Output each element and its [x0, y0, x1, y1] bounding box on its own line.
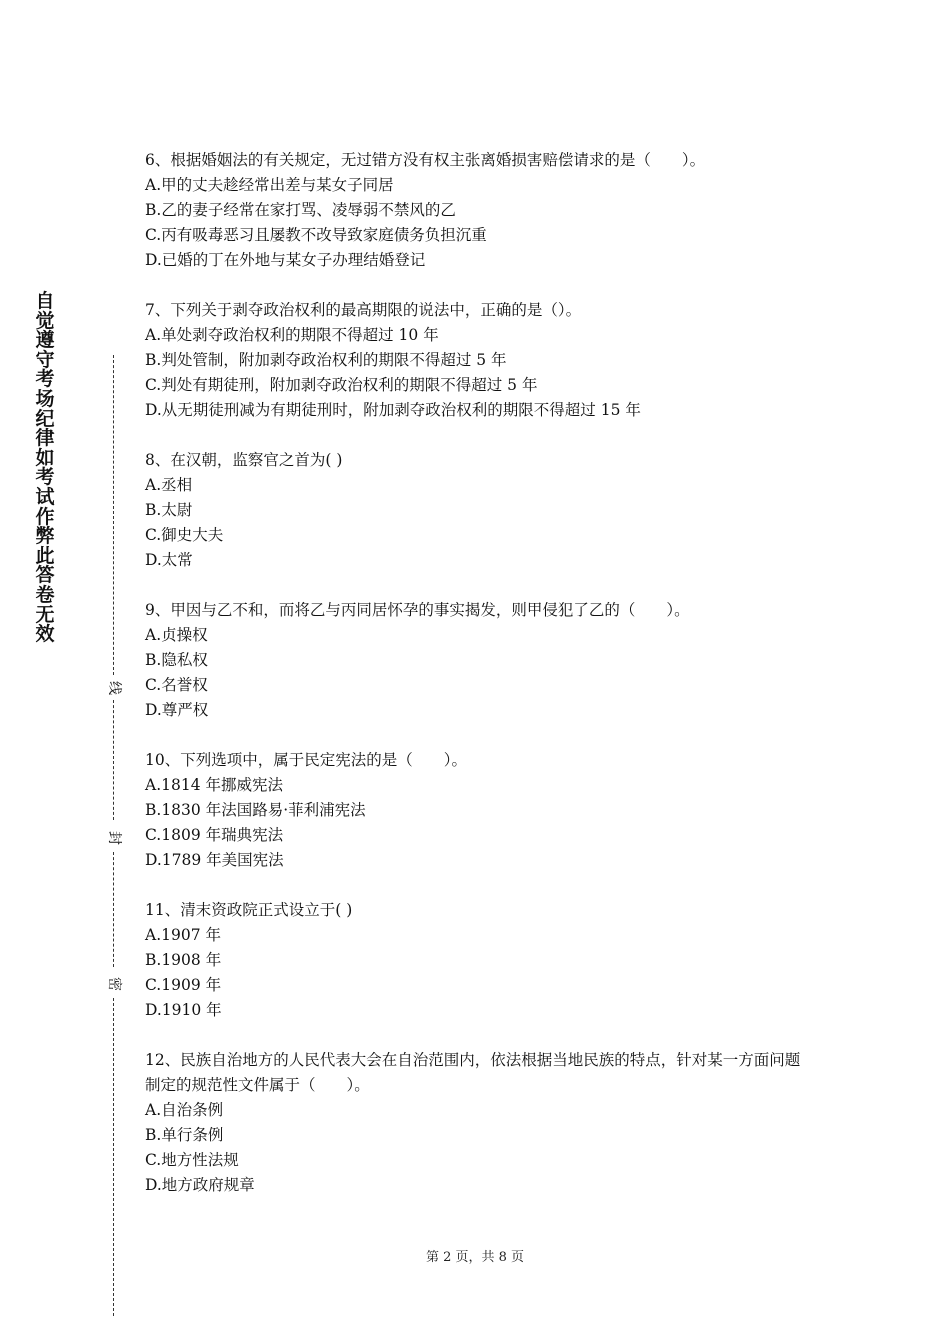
question-stem: 12、民族自治地方的人民代表大会在自治范围内，依法根据当地民族的特点，针对某一方面问题制定的规范性文件属于（ ）。	[145, 1051, 801, 1094]
option-d: D.从无期徒刑减为有期徒刑时，附加剥夺政治权利的期限不得超过 15 年	[145, 401, 641, 419]
option-c: C.名誉权	[145, 676, 208, 694]
option-a: A.贞操权	[145, 626, 208, 644]
option-d: D.地方政府规章	[145, 1176, 255, 1194]
option-a: A.甲的丈夫趁经常出差与某女子同居	[145, 176, 394, 194]
question-11	[145, 898, 825, 1023]
option-b: B.单行条例	[145, 1126, 224, 1144]
option-c: C.1909 年	[145, 976, 222, 994]
option-b: B.1908 年	[145, 951, 222, 969]
option-b: B.判处管制，附加剥夺政治权利的期限不得超过 5 年	[145, 351, 507, 369]
question-list	[145, 148, 825, 1223]
option-c: C.丙有吸毒恶习且屡教不改导致家庭债务负担沉重	[145, 226, 487, 244]
question-8	[145, 448, 825, 573]
option-a: A.1907 年	[145, 926, 221, 944]
option-a: A.自治条例	[145, 1101, 224, 1119]
question-6	[145, 148, 825, 273]
question-stem: 11、清末资政院正式设立于( )	[145, 901, 353, 919]
option-b: B.1830 年法国路易·菲利浦宪法	[145, 801, 366, 819]
option-d: D.1910 年	[145, 1001, 222, 1019]
option-d: D.太常	[145, 551, 193, 569]
option-c: C.判处有期徒刑，附加剥夺政治权利的期限不得超过 5 年	[145, 376, 538, 394]
option-b: B.乙的妻子经常在家打骂、凌辱弱不禁风的乙	[145, 201, 456, 219]
option-c: C.御史大夫	[145, 526, 224, 544]
seal-mark-xian: 线	[102, 678, 126, 698]
option-d: D.尊严权	[145, 701, 209, 719]
option-a: A.1814 年挪威宪法	[145, 776, 283, 794]
option-a: A.丞相	[145, 476, 193, 494]
seal-line-segment	[113, 700, 114, 820]
seal-mark-mi: 密	[102, 974, 126, 994]
question-9	[145, 598, 825, 723]
option-b: B.太尉	[145, 501, 193, 519]
option-b: B.隐私权	[145, 651, 208, 669]
option-a: A.单处剥夺政治权利的期限不得超过 10 年	[145, 326, 439, 344]
option-d: D.已婚的丁在外地与某女子办理结婚登记	[145, 251, 426, 269]
option-c: C.地方性法规	[145, 1151, 239, 1169]
seal-mark-feng: 封	[102, 828, 126, 848]
exam-discipline-notice: 自觉遵守考场纪律如考试作弊此答卷无效	[35, 290, 55, 646]
question-stem: 9、甲因与乙不和，而将乙与丙同居怀孕的事实揭发，则甲侵犯了乙的（ ）。	[145, 601, 690, 619]
question-stem: 10、下列选项中，属于民定宪法的是（ ）。	[145, 751, 467, 769]
seal-line-segment	[113, 852, 114, 967]
page-number: 第 2 页，共 8 页	[425, 1250, 525, 1265]
option-d: D.1789 年美国宪法	[145, 851, 284, 869]
question-7	[145, 298, 825, 423]
seal-line-segment	[113, 998, 114, 1316]
question-stem: 7、下列关于剥夺政治权利的最高期限的说法中，正确的是（）。	[145, 301, 582, 319]
question-10	[145, 748, 825, 873]
question-stem: 8、在汉朝，监察官之首为( )	[145, 451, 343, 469]
question-12	[145, 1048, 825, 1198]
seal-line-segment	[113, 355, 114, 675]
question-stem: 6、根据婚姻法的有关规定，无过错方没有权主张离婚损害赔偿请求的是（ ）。	[145, 151, 706, 169]
option-c: C.1809 年瑞典宪法	[145, 826, 284, 844]
